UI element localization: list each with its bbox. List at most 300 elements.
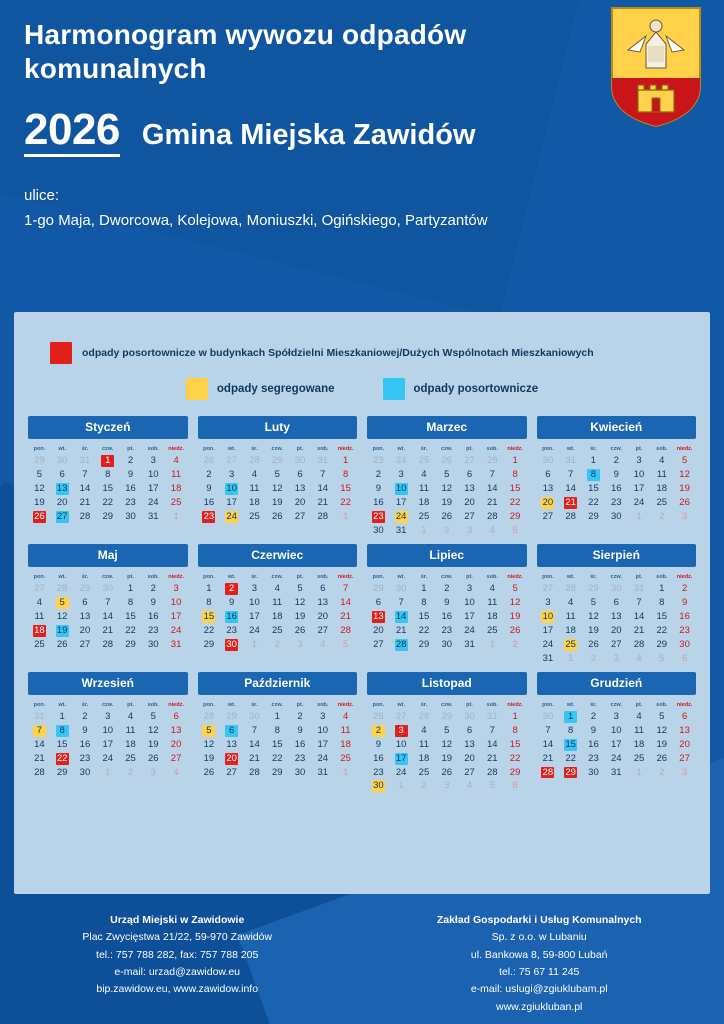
day-number: 22	[271, 752, 283, 764]
day-cell	[673, 766, 696, 780]
week-row	[367, 610, 527, 624]
day-number: 1	[59, 710, 65, 722]
day-number: 27	[317, 624, 329, 636]
day-number: 27	[464, 510, 475, 522]
day-cell	[582, 482, 605, 496]
day-cell	[504, 724, 527, 738]
day-number: 10	[102, 724, 114, 736]
day-cell	[435, 496, 458, 510]
day-cell	[289, 738, 312, 752]
day-number: 23	[679, 624, 690, 636]
week-row	[198, 710, 358, 724]
day-cell	[311, 766, 334, 780]
day-number: 14	[542, 738, 554, 750]
day-number: 26	[679, 496, 690, 508]
day-cell	[537, 596, 560, 610]
day-number: 29	[565, 766, 576, 778]
day-number: 20	[170, 738, 182, 750]
day-cell	[334, 766, 357, 780]
day-number: 23	[373, 766, 384, 778]
weekday-header: czw.	[271, 573, 283, 580]
day-cell	[559, 652, 582, 666]
weekday-header: śr.	[81, 573, 89, 580]
day-number: 21	[633, 624, 645, 636]
week-row	[537, 510, 697, 524]
day-number: 1	[659, 582, 665, 594]
day-number: 4	[489, 524, 495, 536]
month-table	[28, 446, 188, 524]
month-table	[198, 446, 358, 524]
day-number: 24	[395, 766, 407, 778]
day-cell	[367, 738, 390, 752]
day-number: 10	[249, 596, 260, 608]
month-table	[537, 446, 697, 524]
day-cell	[537, 638, 560, 652]
day-number: 19	[679, 482, 690, 494]
day-number: 28	[487, 766, 498, 778]
day-number: 24	[395, 455, 407, 466]
day-number: 13	[464, 738, 475, 750]
day-cell	[628, 652, 651, 666]
day-number: 24	[170, 624, 182, 636]
month-table	[28, 574, 188, 652]
day-number: 19	[509, 610, 521, 622]
day-number: 2	[444, 524, 450, 536]
day-number: 28	[249, 455, 260, 466]
day-number: 8	[512, 724, 518, 736]
day-cell	[74, 596, 97, 610]
week-row	[28, 724, 188, 738]
day-number: 18	[170, 482, 182, 494]
day-cell	[481, 752, 504, 766]
day-number: 6	[613, 596, 619, 608]
day-number: 29	[418, 638, 430, 650]
day-number: 2	[590, 652, 597, 664]
day-number: 1	[568, 652, 574, 664]
day-number: 1	[206, 582, 212, 594]
day-cell	[367, 454, 390, 468]
day-cell	[435, 724, 458, 738]
day-cell	[435, 738, 458, 752]
day-cell	[334, 468, 357, 482]
week-row	[537, 652, 697, 666]
day-number: 29	[34, 455, 45, 466]
day-cell	[435, 596, 458, 610]
day-cell	[289, 624, 312, 638]
day-number: 14	[102, 610, 114, 622]
day-number: 28	[102, 638, 114, 650]
day-cell	[390, 582, 413, 596]
day-cell	[458, 524, 481, 538]
day-number: 7	[342, 582, 349, 594]
day-cell	[198, 582, 221, 596]
day-number: 23	[441, 624, 453, 636]
week-row	[28, 638, 188, 652]
day-cell	[165, 610, 188, 624]
week-row	[198, 482, 358, 496]
day-cell	[650, 510, 673, 524]
day-cell	[165, 510, 188, 524]
day-number: 12	[148, 724, 159, 736]
day-cell	[650, 482, 673, 496]
day-number: 27	[170, 752, 182, 764]
day-cell	[628, 638, 651, 652]
day-cell	[605, 454, 628, 468]
day-cell	[413, 738, 436, 752]
day-cell	[334, 624, 357, 638]
day-number: 21	[487, 496, 498, 508]
day-cell	[605, 752, 628, 766]
day-cell	[289, 510, 312, 524]
month-block	[367, 672, 527, 794]
day-number: 28	[56, 582, 68, 594]
day-cell	[165, 710, 188, 724]
footer-line: Sp. z o.o. w Lubaniu	[491, 931, 587, 944]
day-number: 29	[79, 582, 91, 594]
day-cell	[413, 496, 436, 510]
day-number: 4	[320, 638, 326, 650]
week-row	[28, 454, 188, 468]
day-number: 14	[487, 738, 498, 750]
month-name: Listopad	[367, 672, 527, 695]
day-number: 20	[226, 752, 237, 764]
week-row	[198, 638, 358, 652]
day-number: 11	[272, 596, 283, 608]
day-cell	[243, 710, 266, 724]
day-number: 18	[125, 738, 136, 750]
day-number: 30	[464, 710, 475, 722]
day-cell	[390, 468, 413, 482]
streets-list: 1-go Maja, Dworcowa, Kolejowa, Moniuszki, Ogińskiego, Partyzantów	[24, 212, 488, 230]
weekday-header: wt.	[566, 446, 575, 452]
day-number: 27	[226, 455, 237, 466]
day-cell	[413, 482, 436, 496]
day-cell	[334, 496, 357, 510]
day-cell	[51, 496, 74, 510]
day-cell	[311, 596, 334, 610]
week-row	[198, 610, 358, 624]
day-cell	[220, 582, 243, 596]
day-cell	[559, 496, 582, 510]
day-number: 18	[271, 610, 283, 622]
day-cell	[582, 652, 605, 666]
day-cell	[390, 510, 413, 524]
day-cell	[243, 638, 266, 652]
weekday-header: śr.	[81, 701, 89, 708]
weekday-header: niedz.	[168, 446, 184, 452]
day-number: 19	[656, 738, 668, 750]
day-number: 31	[395, 524, 407, 536]
day-number: 18	[565, 624, 576, 636]
day-number: 16	[294, 738, 306, 750]
day-number: 17	[170, 610, 182, 622]
day-number: 19	[441, 752, 453, 764]
day-cell	[481, 779, 504, 793]
day-number: 3	[545, 596, 551, 608]
week-row	[537, 738, 697, 752]
day-number: 8	[421, 596, 427, 608]
day-cell	[458, 710, 481, 724]
day-cell	[96, 582, 119, 596]
day-cell	[334, 596, 357, 610]
day-cell	[650, 610, 673, 624]
day-number: 15	[102, 482, 114, 494]
day-number: 27	[373, 638, 384, 650]
week-row	[367, 710, 527, 724]
municipality-label: Gmina Miejska Zawidów	[141, 119, 476, 152]
day-number: 2	[590, 710, 597, 722]
day-number: 27	[464, 766, 475, 778]
day-number: 10	[226, 482, 237, 494]
day-cell	[504, 610, 527, 624]
day-cell	[504, 752, 527, 766]
day-number: 6	[545, 468, 551, 480]
month-table	[367, 446, 527, 538]
week-row	[537, 582, 697, 596]
day-number: 3	[636, 455, 642, 466]
day-cell	[51, 582, 74, 596]
day-number: 20	[317, 610, 329, 622]
month-block	[28, 416, 188, 538]
day-number: 22	[340, 496, 351, 508]
day-number: 29	[203, 638, 215, 650]
day-number: 3	[105, 710, 111, 722]
day-cell	[198, 496, 221, 510]
day-number: 1	[489, 638, 495, 650]
day-cell	[605, 610, 628, 624]
day-number: 21	[565, 496, 576, 508]
day-cell	[537, 610, 560, 624]
day-number: 26	[203, 766, 215, 778]
day-number: 31	[610, 766, 622, 778]
day-cell	[458, 724, 481, 738]
day-number: 21	[34, 752, 45, 764]
day-number: 22	[509, 752, 521, 764]
day-number: 4	[173, 455, 179, 466]
legend-label-yellow: odpady segregowane	[216, 383, 335, 395]
week-row	[537, 610, 697, 624]
day-cell	[582, 738, 605, 752]
weekday-header: sob.	[656, 573, 668, 580]
day-cell	[51, 610, 74, 624]
day-number: 23	[588, 752, 599, 764]
day-cell	[504, 596, 527, 610]
day-cell	[28, 724, 51, 738]
day-number: 10	[148, 468, 159, 480]
day-number: 22	[588, 496, 599, 508]
day-cell	[243, 752, 266, 766]
day-cell	[28, 468, 51, 482]
day-number: 5	[150, 710, 156, 722]
day-number: 17	[395, 496, 407, 508]
day-number: 31	[464, 638, 475, 650]
footer-line: Plac Zwycięstwa 21/22, 59-970 Zawidów	[82, 931, 273, 944]
day-cell	[458, 482, 481, 496]
weekday-header: pon.	[542, 701, 554, 708]
day-cell	[28, 596, 51, 610]
weekday-header: sob.	[656, 701, 668, 708]
day-cell	[605, 596, 628, 610]
day-number: 30	[102, 582, 114, 594]
day-number: 6	[82, 596, 88, 608]
week-row	[367, 638, 527, 652]
day-cell	[413, 524, 436, 538]
day-cell	[119, 582, 142, 596]
month-block	[537, 416, 697, 538]
day-cell	[537, 710, 560, 724]
weekday-header: czw.	[610, 701, 622, 708]
day-number: 14	[79, 482, 91, 494]
day-number: 8	[127, 596, 134, 608]
weekday-header: pt.	[635, 701, 643, 708]
day-number: 15	[125, 610, 136, 622]
day-number: 15	[340, 482, 351, 494]
day-cell	[334, 582, 357, 596]
day-number: 17	[102, 738, 114, 750]
weekday-header: sob.	[486, 701, 498, 708]
day-cell	[142, 454, 165, 468]
footer-operator-info	[437, 912, 642, 1016]
day-number: 23	[373, 455, 384, 466]
day-number: 1	[342, 455, 349, 466]
month-name: Maj	[28, 544, 188, 567]
day-cell	[142, 582, 165, 596]
day-cell	[367, 624, 390, 638]
day-cell	[119, 752, 142, 766]
day-number: 16	[148, 610, 159, 622]
day-number: 20	[542, 496, 554, 508]
day-cell	[367, 779, 390, 793]
day-cell	[481, 496, 504, 510]
day-number: 19	[294, 610, 306, 622]
day-number: 6	[512, 780, 518, 792]
day-number: 13	[464, 482, 475, 494]
day-cell	[628, 496, 651, 510]
day-number: 22	[125, 624, 136, 636]
day-number: 12	[441, 482, 453, 494]
day-number: 16	[441, 610, 453, 622]
day-number: 3	[229, 468, 235, 480]
weekday-header: sob.	[147, 573, 159, 580]
day-cell	[537, 738, 560, 752]
day-cell	[74, 582, 97, 596]
day-number: 11	[125, 724, 136, 736]
day-cell	[367, 524, 390, 538]
weekday-header: wt.	[397, 573, 405, 580]
day-cell	[537, 652, 560, 666]
weekday-header: pt.	[127, 446, 134, 452]
day-number: 21	[487, 752, 498, 764]
day-number: 3	[681, 766, 688, 778]
day-number: 15	[588, 482, 599, 494]
weekday-header: sob.	[317, 701, 329, 708]
day-cell	[165, 724, 188, 738]
day-number: 8	[587, 469, 600, 481]
day-number: 20	[610, 624, 622, 636]
day-number: 16	[203, 496, 215, 508]
day-number: 20	[294, 496, 306, 508]
months-grid	[28, 416, 696, 793]
week-row	[28, 482, 188, 496]
day-number: 8	[342, 468, 349, 480]
weekday-header: niedz.	[337, 701, 354, 708]
day-number: 15	[656, 610, 668, 622]
day-number: 5	[342, 638, 349, 650]
day-number: 23	[203, 510, 215, 522]
weekday-header: niedz.	[337, 446, 354, 452]
day-cell	[96, 468, 119, 482]
day-number: 6	[681, 652, 688, 664]
day-cell	[582, 496, 605, 510]
day-number: 27	[679, 752, 690, 764]
weekday-header: sob.	[656, 446, 668, 452]
day-cell	[51, 468, 74, 482]
weekday-header: wt.	[227, 701, 236, 708]
day-cell	[220, 752, 243, 766]
weekday-header: czw.	[271, 701, 283, 708]
day-cell	[582, 752, 605, 766]
week-row	[537, 482, 697, 496]
day-number: 28	[79, 510, 91, 522]
day-cell	[628, 582, 651, 596]
day-cell	[74, 468, 97, 482]
day-cell	[673, 482, 696, 496]
day-cell	[74, 738, 97, 752]
day-number: 1	[342, 510, 349, 522]
day-cell	[413, 610, 436, 624]
day-cell	[243, 766, 266, 780]
day-cell	[605, 482, 628, 496]
day-number: 14	[34, 738, 45, 750]
day-cell	[413, 724, 436, 738]
day-number: 28	[395, 638, 407, 650]
day-number: 13	[56, 482, 68, 494]
day-cell	[311, 738, 334, 752]
day-number: 26	[373, 710, 384, 722]
day-cell	[289, 766, 312, 780]
week-row	[28, 596, 188, 610]
day-cell	[220, 596, 243, 610]
week-row	[537, 468, 697, 482]
month-table	[28, 702, 188, 780]
day-cell	[481, 610, 504, 624]
day-number: 6	[375, 596, 382, 608]
day-number: 28	[317, 510, 329, 522]
weekday-header: sob.	[317, 573, 329, 580]
day-cell	[458, 582, 481, 596]
day-number: 3	[613, 710, 619, 722]
day-number: 4	[636, 710, 642, 722]
day-number: 2	[150, 582, 156, 594]
week-row	[367, 468, 527, 482]
day-number: 4	[251, 468, 258, 480]
day-number: 6	[297, 468, 303, 480]
day-number: 23	[373, 510, 384, 522]
day-cell	[367, 610, 390, 624]
day-number: 3	[681, 510, 688, 522]
day-cell	[119, 482, 142, 496]
day-number: 2	[225, 583, 238, 595]
day-number: 30	[148, 638, 159, 650]
day-number: 11	[249, 482, 260, 494]
week-row	[367, 524, 527, 538]
day-number: 5	[659, 710, 665, 722]
day-number: 24	[610, 752, 622, 764]
day-number: 29	[588, 582, 599, 594]
day-cell	[605, 738, 628, 752]
day-number: 1	[342, 766, 349, 778]
day-cell	[243, 482, 266, 496]
